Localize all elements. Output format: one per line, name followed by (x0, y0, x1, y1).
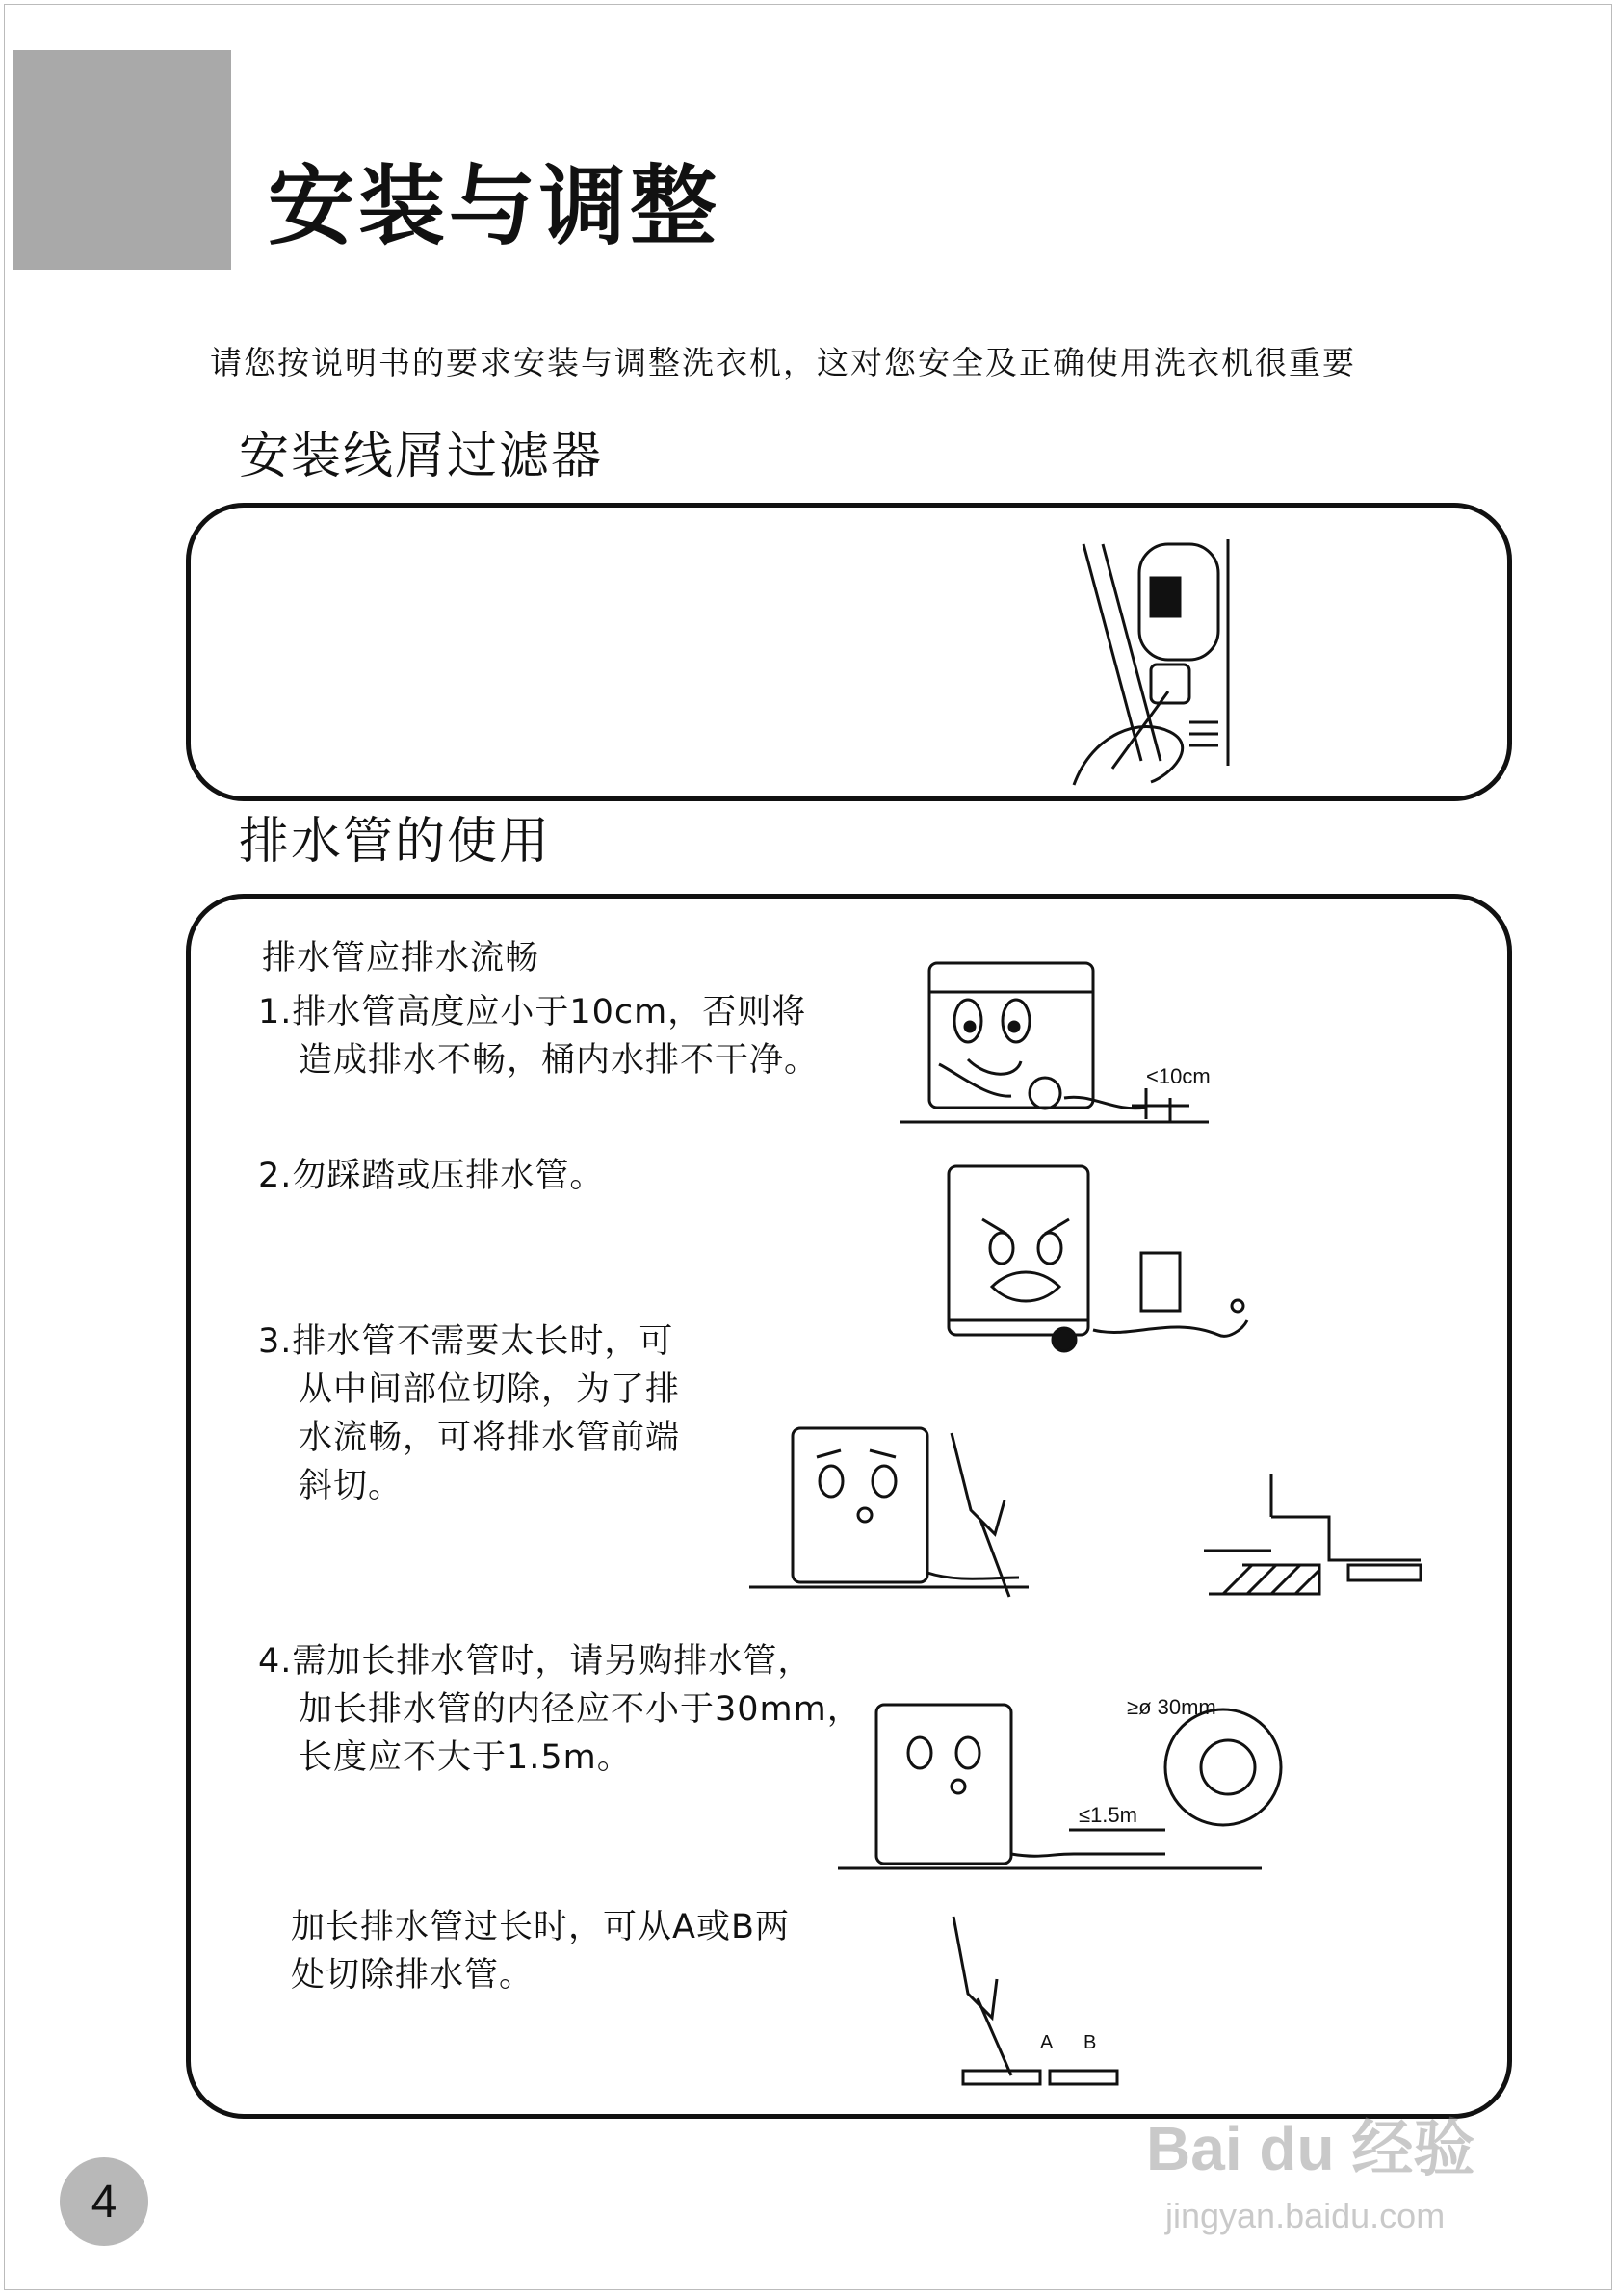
item3-line1: 3.排水管不需要太长时，可 (258, 1322, 674, 1361)
filter-illustration (1055, 530, 1238, 790)
hose-floor-section-illustration (1204, 1474, 1425, 1599)
item4-line1: 4.需加长排水管时，请另购排水管， (258, 1642, 813, 1681)
diameter-label: ≥ø 30mm (1127, 1695, 1216, 1719)
baidu-watermark (1146, 2042, 1531, 2254)
watermark-brand: Bai du 经验 (1146, 2114, 1475, 2183)
drain-heading: 排水管应排水流畅 (262, 939, 540, 978)
watermark-url: jingyan.baidu.com (1165, 2196, 1446, 2235)
item2-line1: 2.勿踩踏或压排水管。 (258, 1157, 605, 1195)
hose-cut-ab-illustration (944, 1907, 1146, 2090)
item1-line2: 造成排水不畅，桶内水排不干净。 (299, 1041, 820, 1080)
cut-label-a: A (1040, 2032, 1054, 2053)
note-line2: 处切除排水管。 (291, 1956, 535, 1995)
note-line1: 加长排水管过长时，可从A或B两 (291, 1908, 790, 1946)
item1-line1: 1.排水管高度应小于10cm，否则将 (258, 993, 807, 1031)
height-label: <10cm (1146, 1064, 1211, 1088)
item3-line2: 从中间部位切除，为了排 (299, 1370, 681, 1409)
page-title: 安装与调整 (268, 156, 720, 257)
drain-section-title: 排水管的使用 (239, 813, 552, 871)
item3-line4: 斜切。 (299, 1467, 404, 1505)
hose-cut-illustration (749, 1414, 1038, 1606)
length-label: ≤1.5m (1079, 1803, 1137, 1827)
intro-text: 请您按说明书的要求安装与调整洗衣机，这对您安全及正确使用洗衣机很重要 (210, 344, 1356, 381)
item3-line3: 水流畅，可将排水管前端 (299, 1419, 681, 1457)
cut-label-b: B (1083, 2032, 1097, 2053)
page-number: 4 (60, 2157, 148, 2246)
item4-line3: 长度应不大于1.5m。 (299, 1738, 632, 1777)
header-grey-block (13, 50, 231, 270)
hose-height-illustration (900, 953, 1218, 1136)
filter-box (186, 503, 1512, 801)
hose-step-illustration (939, 1161, 1266, 1373)
item4-line2: 加长排水管的内径应不小于30mm， (299, 1690, 862, 1729)
filter-section-title: 安装线屑过滤器 (239, 428, 604, 485)
hose-extend-illustration (838, 1695, 1291, 1878)
